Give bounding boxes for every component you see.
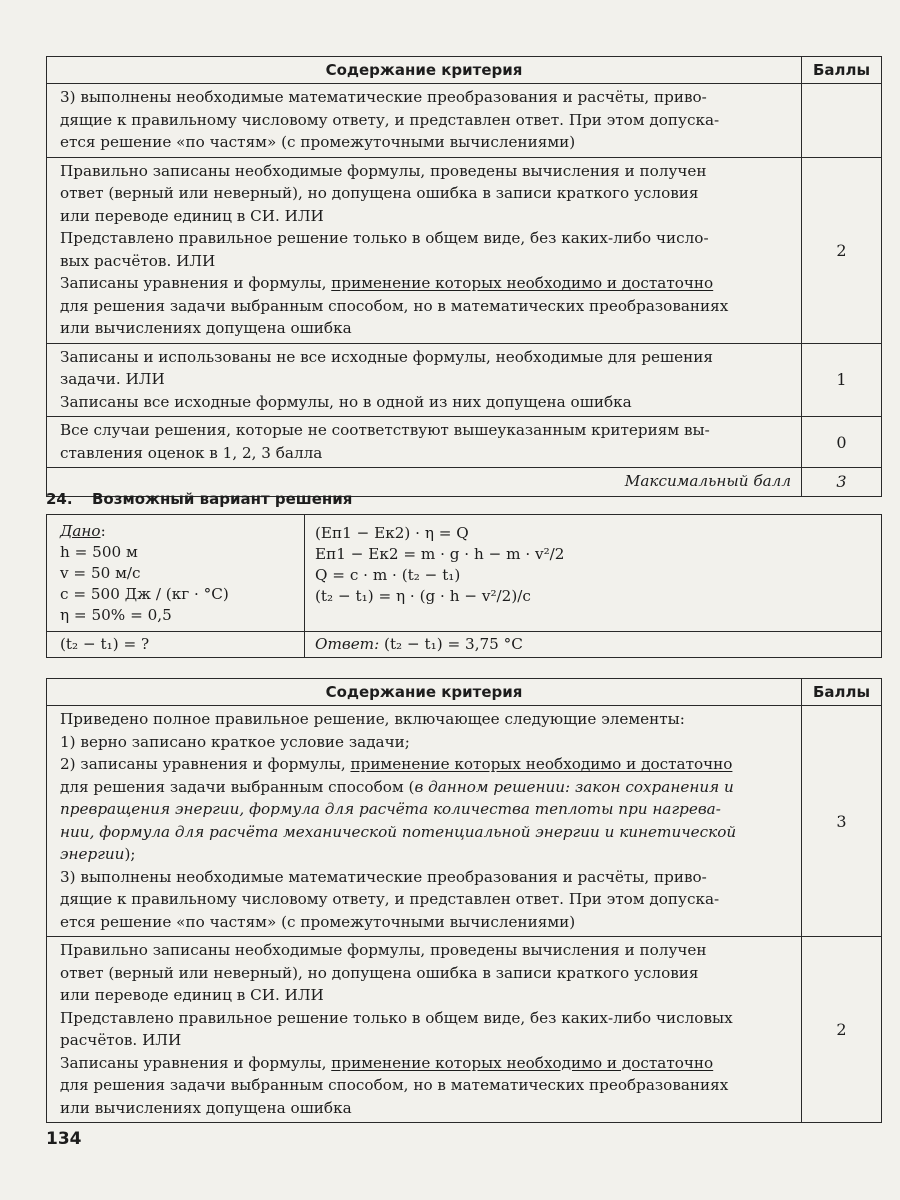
criteria-table-bottom [46,678,882,1123]
given-heading: Дано: [60,522,106,540]
text-line: Представлено правильное решение только в общем виде, без каких-либо числовых [60,1008,733,1027]
italic-fragment: в данном решении: закон сохранения и [414,777,734,796]
underlined-phrase: применение которых необходимо и достаточно [350,755,733,773]
task-heading [46,490,352,508]
text-line: Приведено полное правильное решение, включающее следующие элементы: [60,710,685,728]
text-line: для решения задачи выбранным способом, но в математических преобразованиях [60,1076,729,1094]
italic-fragment: энергии [60,845,125,863]
header-content: Содержание критерия [47,679,802,706]
answer-label: Ответ: [315,635,380,653]
text-line: 3) выполнены необходимые математические преобразования и расчёты, приво- [60,88,707,106]
text-line: ответ (верный или неверный), но допущена ошибка в записи краткого условия [60,963,699,982]
criteria-row [47,84,882,158]
header-points: Баллы [802,679,882,706]
text-line: задачи. ИЛИ [60,370,165,388]
criteria-points [802,84,882,158]
solution-answer-row [47,632,882,658]
given-label: Дано [60,522,101,540]
text-line: дящие к правильному числовому ответу, и представлен ответ. При этом допуска- [60,890,720,908]
formula: (Eп1 − Eк2) · η = Q [315,524,469,542]
text-fragment: для решения задачи выбранным способом ( [60,777,415,796]
task-number: 24. [46,490,73,508]
criteria-header-row [47,57,882,84]
text-line: Все случаи решения, которые не соответствуют вышеуказанным критериям вы- [60,421,710,439]
formula: Eп1 − Eк2 = m · g · h − m · v²/2 [315,545,565,563]
text-line [60,821,792,844]
text-line: Правильно записаны необходимые формулы, проведены вычисления и получен [60,161,707,180]
answer-cell [305,632,882,658]
criteria-points: 3 [802,706,882,937]
text-line: вых расчётов. ИЛИ [60,251,216,270]
criteria-text [47,706,802,937]
text-line: или вычислениях допущена ошибка [60,319,352,337]
solution-main-row [47,515,882,632]
criteria-row [47,343,882,417]
given-cell [47,515,305,632]
criteria-points: 1 [802,343,882,417]
formulas-cell [305,515,882,632]
text-fragment: Записаны уравнения и формулы, [60,274,332,292]
given-item: v = 50 м/с [60,564,141,582]
text-line: ответ (верный или неверный), но допущена ошибка в записи краткого условия [60,184,699,202]
given-item: c = 500 Дж / (кг · °C) [60,585,229,603]
text-line: или вычислениях допущена ошибка [60,1098,352,1117]
page-number: 134 [46,1129,82,1149]
task-title: Возможный вариант решения [92,490,353,508]
text-line [60,272,792,295]
text-line: для решения задачи выбранным способом, но в математических преобразованиях [60,296,729,315]
given-item: h = 500 м [60,543,138,561]
criteria-points: 2 [802,937,882,1123]
criteria-row [47,417,882,468]
text-line [60,753,792,776]
text-line: 3) выполнены необходимые математические преобразования и расчёты, приво- [60,867,707,886]
text-line [60,843,792,866]
text-line: Представлено правильное решение только в общем виде, без каких-либо число- [60,229,709,247]
criteria-text [47,343,802,417]
criteria-row [47,706,882,937]
text-line: Правильно записаны необходимые формулы, проведены вычисления и получен [60,941,707,959]
criteria-row [47,937,882,1123]
italic-fragment: нии, формула для расчёта механической потенциальной энергии и кинетической [60,822,737,841]
text-line: ется решение «по частям» (с промежуточными вычислениями) [60,133,576,151]
criteria-text [47,417,802,468]
text-fragment: Записаны уравнения и формулы, [60,1053,332,1072]
criteria-text [47,937,802,1123]
solution-table [46,514,882,658]
max-score-label: Максимальный балл [47,468,802,497]
text-fragment: ); [124,845,136,863]
criteria-points: 0 [802,417,882,468]
text-line: Записаны все исходные формулы, но в одной из них допущена ошибка [60,392,632,411]
criteria-header-row [47,679,882,706]
text-line [60,1052,792,1075]
criteria-points: 2 [802,157,882,343]
criteria-row [47,157,882,343]
text-line: Записаны и использованы не все исходные формулы, необходимые для решения [60,347,713,366]
italic-fragment: превращения энергии, формула для расчёта количества теплоты при нагрева- [60,800,721,818]
text-line [60,798,792,821]
underlined-phrase: применение которых необходимо и достаточно [331,274,714,292]
text-line: ется решение «по частям» (с промежуточными вычислениями) [60,912,576,931]
criteria-table-top [46,56,882,497]
header-points: Баллы [802,57,882,84]
text-fragment: 2) записаны уравнения и формулы, [60,755,351,773]
formula: (t₂ − t₁) = η · (g · h − v²/2)/c [315,587,531,605]
text-line [60,776,792,799]
header-content: Содержание критерия [47,57,802,84]
criteria-text [47,157,802,343]
answer-value: (t₂ − t₁) = 3,75 °C [384,635,523,653]
criteria-text [47,84,802,158]
formula: Q = c · m · (t₂ − t₁) [315,566,461,584]
text-line: 1) верно записано краткое условие задачи; [60,732,410,751]
text-line: ставления оценок в 1, 2, 3 балла [60,443,323,462]
max-score-value: 3 [802,468,882,497]
find-cell: (t₂ − t₁) = ? [47,632,305,658]
text-line: или переводе единиц в СИ. ИЛИ [60,206,324,225]
underlined-phrase: применение которых необходимо и достаточно [331,1053,714,1072]
text-line: или переводе единиц в СИ. ИЛИ [60,986,324,1004]
text-line: дящие к правильному числовому ответу, и представлен ответ. При этом допуска- [60,110,720,129]
given-item: η = 50% = 0,5 [60,606,172,624]
text-line: расчётов. ИЛИ [60,1031,182,1049]
